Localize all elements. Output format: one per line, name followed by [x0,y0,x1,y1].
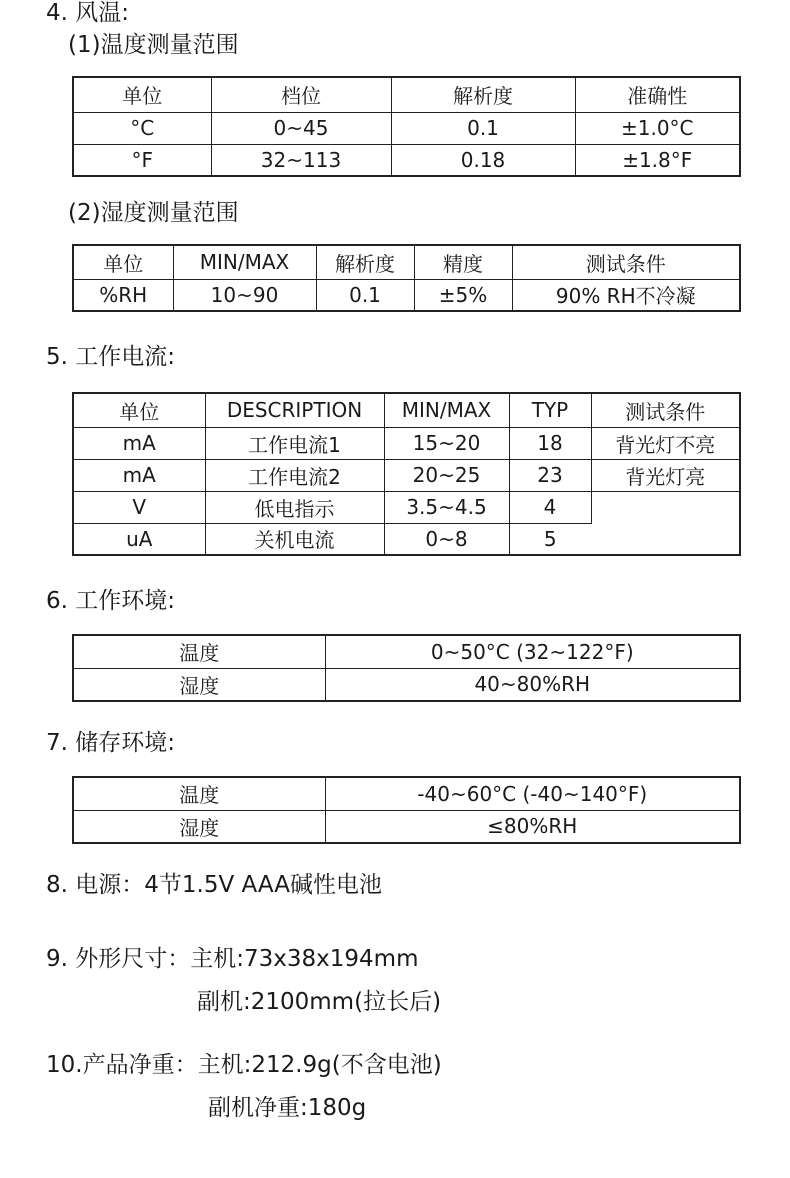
table-cell: 湿度 [73,668,325,701]
table-cell: ±1.8°F [575,144,740,176]
section-6-heading: 6. 工作环境: [46,588,176,614]
storage-environment-table [72,776,741,844]
table-cell: 10~90 [173,279,316,311]
table-cell: V [73,491,205,523]
operating-current-table [72,392,741,556]
section-9-dimensions-main: 9. 外形尺寸：主机:73x38x194mm [46,946,419,972]
table-cell: °C [73,112,211,144]
header-cell: 解析度 [391,77,575,112]
table-cell: 背光灯不亮 [591,427,740,459]
table-cell: 20~25 [384,459,509,491]
table-cell: 温度 [73,635,325,668]
table-cell: 工作电流1 [205,427,384,459]
table-cell: -40~60°C (-40~140°F) [325,777,740,810]
header-cell: TYP [509,393,591,427]
header-cell: 测试条件 [591,393,740,427]
table-cell: 90% RH不冷凝 [512,279,740,311]
table-cell: 关机电流 [205,523,384,555]
table-row [73,523,740,555]
table-row [73,112,740,144]
table-cell: 背光灯亮 [591,459,740,491]
header-cell: 精度 [414,245,512,279]
table-cell: 5 [509,523,591,555]
header-cell: 档位 [211,77,391,112]
header-cell: MIN/MAX [173,245,316,279]
header-cell: 准确性 [575,77,740,112]
table-cell: 0.1 [316,279,414,311]
section-10-weight-main: 10.产品净重：主机:212.9g(不含电池) [46,1052,442,1078]
table-header-row [73,393,740,427]
table-cell: 湿度 [73,810,325,843]
section-5-heading: 5. 工作电流: [46,344,176,370]
table-cell: 0~45 [211,112,391,144]
table-row [73,427,740,459]
table-cell: ±1.0°C [575,112,740,144]
table-cell: ≤80%RH [325,810,740,843]
table-row [73,635,740,668]
table-cell: 40~80%RH [325,668,740,701]
section-9-dimensions-sub: 副机:2100mm(拉长后) [197,989,442,1015]
humidity-range-table [72,244,741,312]
table-row [73,279,740,311]
table-cell: 15~20 [384,427,509,459]
header-cell: 单位 [73,393,205,427]
table-row [73,777,740,810]
table-cell: 0~50°C (32~122°F) [325,635,740,668]
table-row [73,459,740,491]
section-7-heading: 7. 储存环境: [46,730,176,756]
header-cell: DESCRIPTION [205,393,384,427]
operating-environment-table [72,634,741,702]
table-cell: 18 [509,427,591,459]
table-row [73,810,740,843]
table-cell: 0~8 [384,523,509,555]
table-row [73,144,740,176]
table-cell: 低电指示 [205,491,384,523]
table-cell: mA [73,459,205,491]
table-header-row [73,245,740,279]
header-cell: 测试条件 [512,245,740,279]
table-cell: uA [73,523,205,555]
table-cell: mA [73,427,205,459]
section-8-power: 8. 电源：4节1.5V AAA碱性电池 [46,872,382,898]
header-cell: 单位 [73,245,173,279]
temp-range-table [72,76,741,177]
section-4-heading: 4. 风温: [46,0,130,26]
table-header-row [73,77,740,112]
table-cell: 23 [509,459,591,491]
table-cell: °F [73,144,211,176]
header-cell: 单位 [73,77,211,112]
table-cell: %RH [73,279,173,311]
table-row [73,491,740,523]
table-cell: 温度 [73,777,325,810]
temp-range-subheading: (1)温度测量范围 [68,32,239,58]
table-cell: 工作电流2 [205,459,384,491]
table-cell: 4 [509,491,591,523]
table-cell: 0.18 [391,144,575,176]
table-cell [591,523,740,555]
table-cell [591,491,740,523]
section-10-weight-sub: 副机净重:180g [208,1095,367,1121]
header-cell: MIN/MAX [384,393,509,427]
header-cell: 解析度 [316,245,414,279]
table-cell: 0.1 [391,112,575,144]
table-cell: 3.5~4.5 [384,491,509,523]
humidity-range-subheading: (2)湿度测量范围 [68,200,239,226]
table-cell: 32~113 [211,144,391,176]
table-cell: ±5% [414,279,512,311]
table-row [73,668,740,701]
